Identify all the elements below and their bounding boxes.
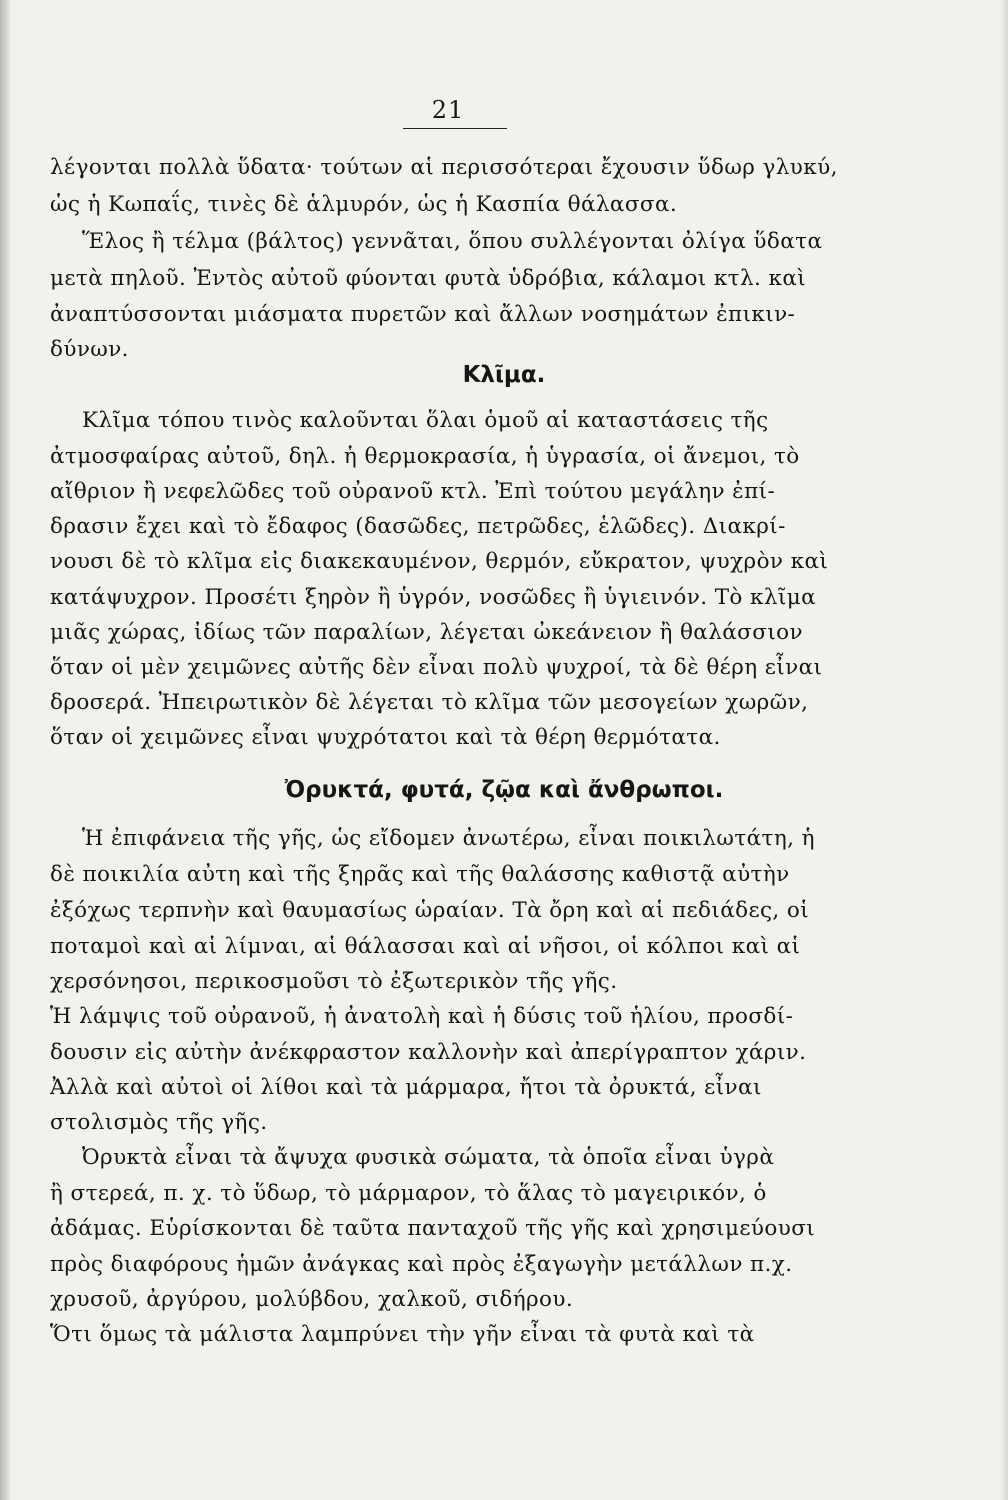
page-number: 21 bbox=[431, 96, 465, 124]
text-line: νουσι δὲ τὸ κλῖμα εἰς διακεκαυμένον, θερμόν, εὔκρατον, ψυχρὸν καὶ bbox=[50, 549, 829, 574]
text-line: Ἡ λάμψις τοῦ οὐρανοῦ, ἡ ἀνατολὴ καὶ ἡ δύσις τοῦ ἡλίου, προσδί- bbox=[50, 1004, 794, 1029]
text-line: Ἡ ἐπιφάνεια τῆς γῆς, ὡς εἴδομεν ἀνωτέρω, εἶναι ποικιλωτάτη, ἡ bbox=[82, 826, 815, 851]
text-line: στολισμὸς τῆς γῆς. bbox=[50, 1110, 268, 1135]
text-line: λέγονται πολλὰ ὕδατα· τούτων αἱ περισσότεραι ἔχουσιν ὕδωρ γλυκύ, bbox=[50, 155, 838, 180]
text-line: δύνων. bbox=[50, 337, 129, 362]
text-line: ἀδάμας. Εὑρίσκονται δὲ ταῦτα πανταχοῦ τῆς γῆς καὶ χρησιμεύουσι bbox=[50, 1216, 816, 1241]
page-left-edge bbox=[0, 0, 10, 1500]
text-line: ὅταν οἱ μὲν χειμῶνες αὐτῆς δὲν εἶναι πολὺ ψυχροί, τὰ δὲ θέρη εἶναι bbox=[50, 655, 823, 680]
section-heading-klima: Κλῖμα. bbox=[462, 362, 546, 388]
page-number-rule bbox=[403, 128, 507, 129]
text-line: αἴθριον ἢ νεφελῶδες τοῦ οὐρανοῦ κτλ. Ἐπὶ τούτου μεγάλην ἐπί- bbox=[50, 479, 776, 504]
text-line: ἀτμοσφαίρας αὐτοῦ, δηλ. ἡ θερμοκρασία, ἡ ὑγρασία, οἱ ἄνεμοι, τὸ bbox=[50, 444, 800, 469]
text-line: χρυσοῦ, ἀργύρου, μολύβδου, χαλκοῦ, σιδήρου. bbox=[50, 1287, 574, 1312]
text-line: μετὰ πηλοῦ. Ἐντὸς αὐτοῦ φύονται φυτὰ ὑδρόβια, κάλαμοι κτλ. καὶ bbox=[50, 266, 807, 291]
text-line: ἀναπτύσσονται μιάσματα πυρετῶν καὶ ἄλλων νοσημάτων ἐπικιν- bbox=[50, 302, 796, 327]
text-line: μιᾶς χώρας, ἰδίως τῶν παραλίων, λέγεται ὠκεάνειον ἢ θαλάσσιον bbox=[50, 620, 803, 645]
text-line: πρὸς διαφόρους ἡμῶν ἀνάγκας καὶ πρὸς ἐξαγωγὴν μετάλλων π.χ. bbox=[50, 1252, 793, 1277]
text-line: ὡς ἡ Κωπαΐς, τινὲς δὲ ἁλμυρόν, ὡς ἡ Κασπία θάλασσα. bbox=[50, 192, 678, 217]
text-line: Ἕλος ἢ τέλμα (βάλτος) γεννᾶται, ὅπου συλλέγονται ὀλίγα ὕδατα bbox=[82, 229, 823, 254]
text-line: ἐξόχως τερπνὴν καὶ θαυμασίως ὡραίαν. Τὰ ὄρη καὶ αἱ πεδιάδες, οἱ bbox=[50, 898, 810, 923]
text-line: δὲ ποικιλία αὐτη καὶ τῆς ξηρᾶς καὶ τῆς θαλάσσης καθιστᾷ αὐτὴν bbox=[50, 862, 790, 887]
text-line: κατάψυχρον. Προσέτι ξηρὸν ἢ ὑγρόν, νοσῶδες ἢ ὑγιεινόν. Τὸ κλῖμα bbox=[50, 585, 816, 610]
text-line: ὅταν οἱ χειμῶνες εἶναι ψυχρότατοι καὶ τὰ θέρη θερμότατα. bbox=[50, 725, 721, 750]
text-line: Ὅτι ὅμως τὰ μάλιστα λαμπρύνει τὴν γῆν εἶναι τὰ φυτὰ καὶ τὰ bbox=[50, 1322, 755, 1347]
text-line: δρασιν ἔχει καὶ τὸ ἔδαφος (δασῶδες, πετρῶδες, ἑλῶδες). Διακρί- bbox=[50, 514, 786, 539]
page-right-edge bbox=[1000, 0, 1008, 1500]
text-line: δροσερά. Ἠπειρωτικὸν δὲ λέγεται τὸ κλῖμα τῶν μεσογείων χωρῶν, bbox=[50, 690, 809, 715]
text-line: χερσόνησοι, περικοσμοῦσι τὸ ἐξωτερικὸν τῆς γῆς. bbox=[50, 969, 618, 994]
text-line: Ὀρυκτὰ εἶναι τὰ ἄψυχα φυσικὰ σώματα, τὰ ὁποῖα εἶναι ὑγρὰ bbox=[82, 1145, 775, 1170]
text-line: Κλῖμα τόπου τινὸς καλοῦνται ὅλαι ὁμοῦ αἱ καταστάσεις τῆς bbox=[82, 408, 769, 433]
text-line: Ἀλλὰ καὶ αὐτοὶ οἱ λίθοι καὶ τὰ μάρμαρα, ἤτοι τὰ ὀρυκτά, εἶναι bbox=[50, 1075, 762, 1100]
text-line: ἢ στερεά, π. χ. τὸ ὕδωρ, τὸ μάρμαρον, τὸ ἅλας τὸ μαγειρικόν, ὁ bbox=[50, 1181, 767, 1206]
text-line: ποταμοὶ καὶ αἱ λίμναι, αἱ θάλασσαι καὶ αἱ νῆσοι, οἱ κόλποι καὶ αἱ bbox=[50, 934, 801, 959]
section-heading-orykta: Ὀρυκτά, φυτά, ζῷα καὶ ἄνθρωποι. bbox=[284, 777, 724, 803]
text-line: δουσιν εἰς αὐτὴν ἀνέκφραστον καλλονὴν καὶ ἀπερίγραπτον χάριν. bbox=[50, 1040, 807, 1065]
